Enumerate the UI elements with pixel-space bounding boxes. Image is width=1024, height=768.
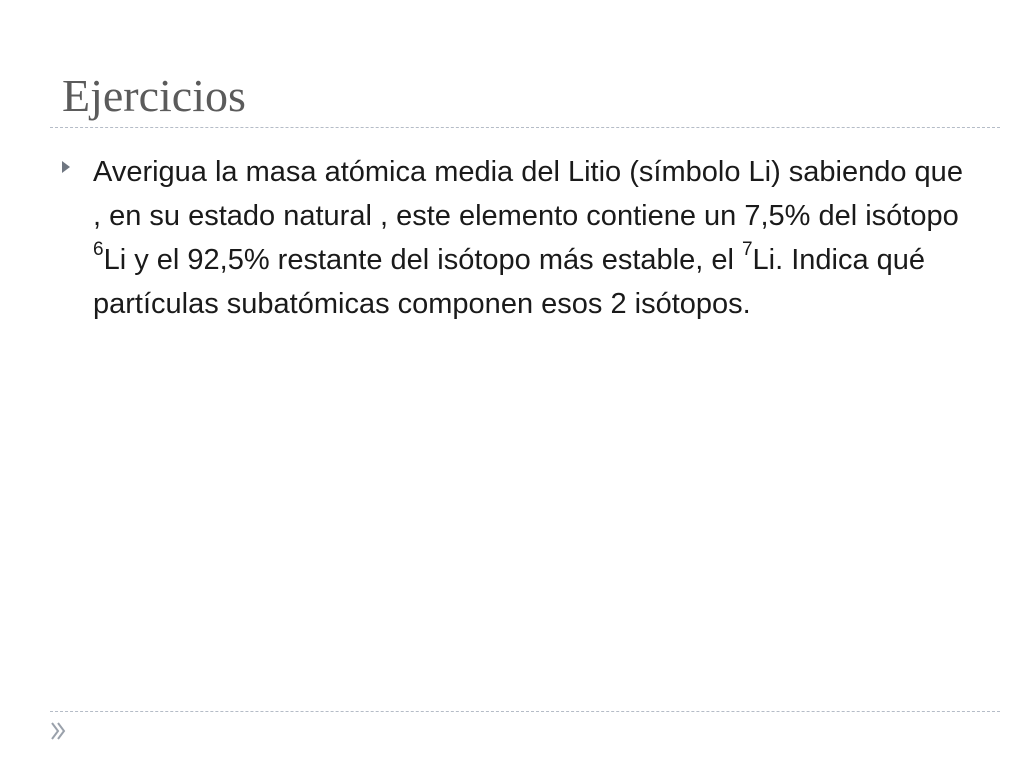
bullet-text-part2: Li y el 92,5% restante del isótopo más estable, el bbox=[103, 244, 742, 276]
double-chevron-icon bbox=[50, 720, 66, 742]
title-divider bbox=[50, 127, 1000, 128]
slide-title: Ejercicios bbox=[62, 70, 246, 121]
bullet-text bbox=[93, 150, 973, 326]
bullet-text-part3: Li. Indica qué partículas subatómicas componen esos 2 isótopos. bbox=[93, 244, 926, 320]
footer-divider bbox=[50, 711, 1000, 712]
bullet-text-part1: Averigua la masa atómica media del Litio (símbolo Li) sabiendo que , en su estado natural , este elemento contiene un 7,5% del isótopo bbox=[93, 156, 963, 232]
isotope-6-superscript: 6 bbox=[93, 239, 104, 261]
triangle-bullet-icon bbox=[62, 161, 70, 173]
isotope-7-superscript: 7 bbox=[741, 239, 753, 261]
